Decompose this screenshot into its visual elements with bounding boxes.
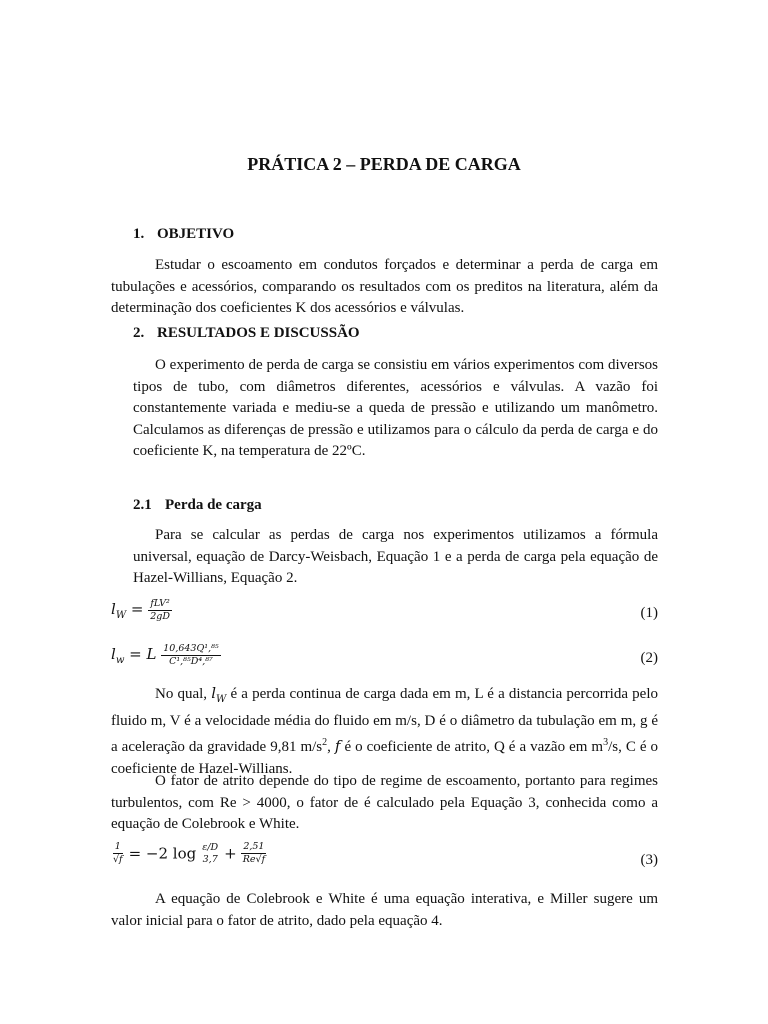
perda-paragraph	[133, 525, 658, 590]
no-qual-text-e: /s, C é o coeficiente de Hazel-Willians.	[111, 739, 658, 777]
section-number: 2.1	[133, 497, 152, 513]
fator-paragraph	[111, 771, 658, 836]
objetivo-text: Estudar o escoamento em condutos forçados e determinar a perda de carga em tubulações e acessórios, comparando os resultados com os preditos na literatura, além da determinação dos coeficientes K dos acessórios e válvulas.	[111, 257, 658, 316]
colebrook-text: A equação de Colebrook e White é uma equação interativa, e Miller sugere um valor inicial para o fator de atrito, dado pela equação 4.	[111, 891, 658, 929]
section-heading-objetivo	[133, 226, 234, 243]
lw-sub: W	[216, 694, 227, 705]
equation-number: (3)	[640, 852, 658, 868]
eq1-numerator: fLV²	[150, 598, 170, 609]
eq3-fraction-1	[111, 841, 125, 866]
section-number: 1.	[133, 226, 145, 242]
eq3-num3: 2,51	[243, 841, 265, 852]
eq2-numerator: 10,643Q¹,⁸⁵	[163, 643, 219, 654]
equation-2: $l_w = L$ $\frac{\text{10,643Q¹,⁸⁵}}{\text{C¹,⁸⁵D⁴,⁸⁷}}$ (2)	[111, 643, 658, 667]
eq3-fraction-3	[241, 841, 267, 866]
section-title: RESULTADOS E DISCUSSÃO	[157, 325, 360, 341]
no-qual-text-b: é a perda continua de carga dada em m, L é a distancia percorrida pelo fluido m, V é a velocidade média do fluido em m/s, D é o diâmetro da tubulação em m, g é a aceleração da gravidade 9,81 m/s	[111, 686, 658, 755]
page-title: PRÁTICA 2 – PERDA DE CARGA	[247, 154, 521, 174]
sup-3: 3	[603, 737, 609, 748]
no-qual-paragraph	[111, 683, 658, 780]
eq1-lhs: l	[111, 600, 116, 618]
equation-3	[111, 841, 658, 881]
eq3-den2: 3,7	[202, 853, 218, 865]
sup-2: 2	[322, 737, 328, 748]
section-title: Perda de carga	[165, 497, 262, 513]
eq3-den1: √f	[113, 854, 123, 865]
perda-text: Para se calcular as perdas de carga nos experimentos utilizamos a fórmula universal, equação de Darcy-Weisbach, Equação 1 e a perda de carga pela equação de Hazel-Willians, Equação 2.	[133, 527, 658, 586]
equation-number: (2)	[640, 650, 658, 666]
eq3-fraction-2	[200, 842, 220, 866]
no-qual-text-d: é o coeficiente de atrito, Q é a vazão em m	[340, 739, 604, 755]
resultados-text: O experimento de perda de carga se consistiu em vários experimentos com diversos tipos de tubo, com diâmetros diferentes, acessórios e válvulas. A vazão foi constantemente variada e mediu-se a queda de pressão e utilizando um manômetro. Calculamos as diferenças de pressão e utilizamos para o cálculo da perda de carga e do coeficiente K, na temperatura de 22ºC.	[133, 357, 658, 459]
colebrook-paragraph	[111, 889, 658, 932]
eq3-num1: 1	[114, 841, 121, 852]
lw-base: l	[211, 684, 217, 702]
no-qual-text-c: ,	[327, 739, 335, 755]
eq2-fraction	[161, 643, 220, 668]
eq1-lhs-sub: W	[115, 610, 127, 621]
section-heading-resultados	[133, 325, 360, 342]
eq2-factor: L	[146, 645, 157, 663]
equation-1: $l_W$ = $\frac{\text{fLV²}}{2gD}$ (1)	[111, 598, 658, 622]
section-heading-perda-de-carga	[133, 497, 262, 514]
eq1-fraction	[148, 598, 172, 623]
eq2-lhs: l	[111, 645, 116, 663]
section-number: 2.	[133, 325, 145, 341]
resultados-paragraph	[133, 355, 658, 463]
eq3-plus: +	[224, 844, 237, 863]
eq3-num2: ε/D	[202, 841, 219, 853]
equation-number: (1)	[640, 605, 658, 621]
section-title: OBJETIVO	[157, 226, 235, 242]
f-symbol: f	[334, 737, 341, 755]
fator-text: O fator de atrito depende do tipo de regime de escoamento, portanto para regimes turbulentos, com Re > 4000, o fator de é calculado pela Equação 3, conhecida como a equação de Colebrook e White.	[111, 773, 658, 832]
eq1-denominator: 2gD	[150, 611, 170, 622]
eq3-middle: = −2 log	[128, 844, 197, 863]
eq2-lhs-sub: w	[115, 655, 125, 666]
lw-symbol	[211, 684, 227, 705]
no-qual-text-a: No qual,	[155, 686, 212, 702]
eq3-den3: Re√f	[242, 854, 266, 865]
objetivo-paragraph	[111, 255, 658, 320]
eq2-denominator: C¹,⁸⁵D⁴,⁸⁷	[169, 656, 213, 667]
